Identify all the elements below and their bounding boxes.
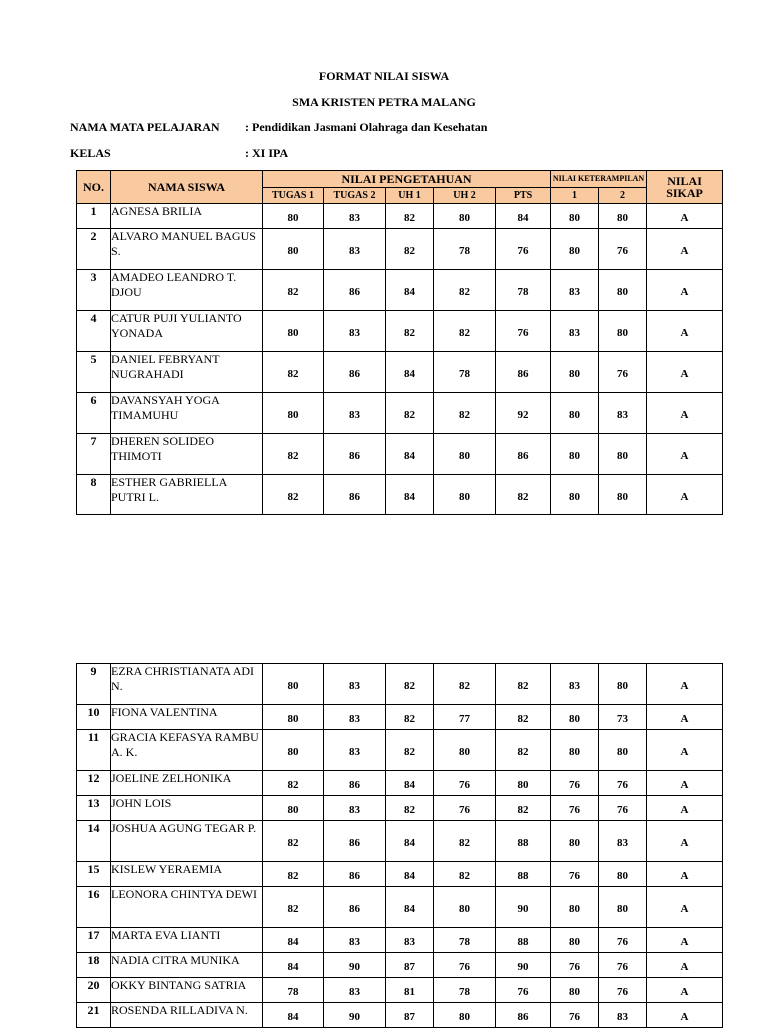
- row-number: 11: [77, 730, 111, 771]
- student-name: NADIA CITRA MUNIKA: [111, 953, 263, 978]
- table-row: [77, 434, 723, 475]
- uh-1-score: 84: [386, 771, 434, 796]
- uh-2-score: 82: [434, 821, 496, 862]
- pts-score: 76: [496, 978, 551, 1003]
- student-name: ALVARO MANUEL BAGUS S.: [111, 229, 263, 270]
- row-number: 4: [77, 311, 111, 352]
- uh-2-score: 82: [434, 862, 496, 887]
- tugas-2-score: 83: [324, 928, 386, 953]
- uh-2-score: 78: [434, 352, 496, 393]
- table-row: [77, 887, 723, 928]
- student-name: AMADEO LEANDRO T. DJOU: [111, 270, 263, 311]
- tugas-1-score: 78: [263, 978, 324, 1003]
- skill-1-score: 83: [551, 270, 599, 311]
- table-row: [77, 796, 723, 821]
- subject-label: NAMA MATA PELAJARAN: [70, 120, 220, 134]
- uh-1-score: 82: [386, 393, 434, 434]
- header-uh-2: UH 2: [434, 188, 496, 204]
- skill-2-score: 76: [599, 978, 647, 1003]
- pts-score: 90: [496, 887, 551, 928]
- skill-2-score: 76: [599, 953, 647, 978]
- attitude-score: A: [647, 1003, 723, 1028]
- skill-1-score: 80: [551, 475, 599, 515]
- subject-value: : Pendidikan Jasmani Olahraga dan Kesehatan: [245, 120, 488, 134]
- student-name: AGNESA BRILIA: [111, 204, 263, 229]
- header-no: NO.: [77, 171, 111, 204]
- pts-score: 82: [496, 475, 551, 515]
- attitude-score: A: [647, 862, 723, 887]
- row-number: 14: [77, 821, 111, 862]
- skill-2-score: 76: [599, 796, 647, 821]
- tugas-1-score: 82: [263, 475, 324, 515]
- row-number: 16: [77, 887, 111, 928]
- student-name: DAVANSYAH YOGA TIMAMUHU: [111, 393, 263, 434]
- header-tugas-1: TUGAS 1: [263, 188, 324, 204]
- row-number: 12: [77, 771, 111, 796]
- row-number: 5: [77, 352, 111, 393]
- row-number: 18: [77, 953, 111, 978]
- header-skill-1: 1: [551, 188, 599, 204]
- student-name: ESTHER GABRIELLA PUTRI L.: [111, 475, 263, 515]
- table-row: [77, 475, 723, 515]
- pts-score: 76: [496, 229, 551, 270]
- attitude-score: A: [647, 204, 723, 229]
- skill-2-score: 76: [599, 229, 647, 270]
- pts-score: 86: [496, 1003, 551, 1028]
- uh-2-score: 78: [434, 978, 496, 1003]
- tugas-2-score: 83: [324, 204, 386, 229]
- student-name: JOHN LOIS: [111, 796, 263, 821]
- skill-2-score: 80: [599, 270, 647, 311]
- tugas-1-score: 80: [263, 705, 324, 730]
- attitude-score: A: [647, 978, 723, 1003]
- student-name: MARTA EVA LIANTI: [111, 928, 263, 953]
- skill-1-score: 80: [551, 434, 599, 475]
- attitude-score: A: [647, 664, 723, 705]
- skill-1-score: 80: [551, 352, 599, 393]
- student-name: GRACIA KEFASYA RAMBU A. K.: [111, 730, 263, 771]
- tugas-2-score: 86: [324, 270, 386, 311]
- tugas-1-score: 82: [263, 352, 324, 393]
- skill-2-score: 80: [599, 311, 647, 352]
- tugas-1-score: 80: [263, 311, 324, 352]
- row-number: 10: [77, 705, 111, 730]
- uh-1-score: 87: [386, 953, 434, 978]
- attitude-score: A: [647, 821, 723, 862]
- tugas-1-score: 82: [263, 771, 324, 796]
- pts-score: 90: [496, 953, 551, 978]
- table-row: [77, 705, 723, 730]
- skill-2-score: 83: [599, 821, 647, 862]
- attitude-score: A: [647, 270, 723, 311]
- attitude-score: A: [647, 928, 723, 953]
- tugas-2-score: 83: [324, 664, 386, 705]
- tugas-1-score: 82: [263, 887, 324, 928]
- skill-2-score: 80: [599, 204, 647, 229]
- skill-1-score: 76: [551, 771, 599, 796]
- skill-1-score: 80: [551, 393, 599, 434]
- tugas-2-score: 86: [324, 352, 386, 393]
- uh-1-score: 82: [386, 730, 434, 771]
- tugas-2-score: 83: [324, 229, 386, 270]
- uh-2-score: 76: [434, 771, 496, 796]
- uh-2-score: 80: [434, 204, 496, 229]
- uh-1-score: 82: [386, 796, 434, 821]
- tugas-2-score: 86: [324, 887, 386, 928]
- student-name: JOSHUA AGUNG TEGAR P.: [111, 821, 263, 862]
- tugas-1-score: 84: [263, 1003, 324, 1028]
- tugas-2-score: 90: [324, 1003, 386, 1028]
- header-student-name: NAMA SISWA: [111, 171, 263, 204]
- uh-1-score: 87: [386, 1003, 434, 1028]
- uh-1-score: 84: [386, 821, 434, 862]
- attitude-score: A: [647, 229, 723, 270]
- attitude-score: A: [647, 393, 723, 434]
- attitude-score: A: [647, 796, 723, 821]
- attitude-score: A: [647, 352, 723, 393]
- skill-2-score: 73: [599, 705, 647, 730]
- uh-1-score: 82: [386, 204, 434, 229]
- table-row: [77, 821, 723, 862]
- tugas-1-score: 82: [263, 862, 324, 887]
- uh-2-score: 78: [434, 229, 496, 270]
- uh-1-score: 84: [386, 862, 434, 887]
- tugas-1-score: 82: [263, 434, 324, 475]
- skill-2-score: 80: [599, 862, 647, 887]
- table-row: [77, 928, 723, 953]
- uh-1-score: 82: [386, 311, 434, 352]
- row-number: 8: [77, 475, 111, 515]
- tugas-1-score: 84: [263, 953, 324, 978]
- skill-2-score: 80: [599, 434, 647, 475]
- skill-1-score: 80: [551, 928, 599, 953]
- row-number: 6: [77, 393, 111, 434]
- tugas-2-score: 86: [324, 771, 386, 796]
- table-row: [77, 229, 723, 270]
- uh-2-score: 76: [434, 796, 496, 821]
- uh-2-score: 77: [434, 705, 496, 730]
- tugas-2-score: 86: [324, 434, 386, 475]
- student-name: JOELINE ZELHONIKA: [111, 771, 263, 796]
- pts-score: 82: [496, 705, 551, 730]
- pts-score: 88: [496, 928, 551, 953]
- uh-2-score: 80: [434, 475, 496, 515]
- attitude-score: A: [647, 887, 723, 928]
- grades-table-part-1: [76, 170, 723, 515]
- skill-1-score: 80: [551, 887, 599, 928]
- table-row: [77, 311, 723, 352]
- attitude-score: A: [647, 311, 723, 352]
- tugas-2-score: 86: [324, 475, 386, 515]
- pts-score: 84: [496, 204, 551, 229]
- pts-score: 86: [496, 352, 551, 393]
- row-number: 17: [77, 928, 111, 953]
- pts-score: 88: [496, 862, 551, 887]
- skill-2-score: 76: [599, 352, 647, 393]
- table-row: [77, 862, 723, 887]
- attitude-score: A: [647, 434, 723, 475]
- skill-1-score: 76: [551, 953, 599, 978]
- school-name: SMA KRISTEN PETRA MALANG: [292, 95, 476, 109]
- skill-1-score: 76: [551, 796, 599, 821]
- tugas-2-score: 86: [324, 862, 386, 887]
- skill-2-score: 83: [599, 393, 647, 434]
- table-row: [77, 978, 723, 1003]
- tugas-2-score: 83: [324, 978, 386, 1003]
- row-number: 21: [77, 1003, 111, 1028]
- row-number: 15: [77, 862, 111, 887]
- student-name: EZRA CHRISTIANATA ADI N.: [111, 664, 263, 705]
- uh-2-score: 80: [434, 887, 496, 928]
- skill-1-score: 80: [551, 705, 599, 730]
- header-knowledge-scores: NILAI PENGETAHUAN: [263, 171, 551, 188]
- tugas-2-score: 86: [324, 821, 386, 862]
- skill-2-score: 80: [599, 664, 647, 705]
- student-name: LEONORA CHINTYA DEWI: [111, 887, 263, 928]
- uh-2-score: 82: [434, 393, 496, 434]
- skill-1-score: 80: [551, 229, 599, 270]
- table-row: [77, 664, 723, 705]
- attitude-score: A: [647, 475, 723, 515]
- pts-score: 82: [496, 796, 551, 821]
- table-row: [77, 352, 723, 393]
- pts-score: 78: [496, 270, 551, 311]
- tugas-2-score: 90: [324, 953, 386, 978]
- tugas-1-score: 80: [263, 204, 324, 229]
- header-uh-1: UH 1: [386, 188, 434, 204]
- row-number: 3: [77, 270, 111, 311]
- uh-2-score: 82: [434, 664, 496, 705]
- skill-2-score: 76: [599, 928, 647, 953]
- tugas-1-score: 82: [263, 821, 324, 862]
- attitude-score: A: [647, 705, 723, 730]
- uh-1-score: 82: [386, 705, 434, 730]
- uh-2-score: 76: [434, 953, 496, 978]
- attitude-score: A: [647, 730, 723, 771]
- skill-2-score: 80: [599, 475, 647, 515]
- table-row: [77, 204, 723, 229]
- pts-score: 82: [496, 730, 551, 771]
- tugas-2-score: 83: [324, 705, 386, 730]
- student-name: CATUR PUJI YULIANTO YONADA: [111, 311, 263, 352]
- row-number: 13: [77, 796, 111, 821]
- uh-1-score: 82: [386, 229, 434, 270]
- tugas-2-score: 83: [324, 796, 386, 821]
- tugas-1-score: 80: [263, 393, 324, 434]
- tugas-1-score: 82: [263, 270, 324, 311]
- skill-1-score: 80: [551, 978, 599, 1003]
- pts-score: 82: [496, 664, 551, 705]
- skill-1-score: 83: [551, 311, 599, 352]
- tugas-1-score: 80: [263, 229, 324, 270]
- tugas-1-score: 80: [263, 730, 324, 771]
- header-skill-scores: NILAI KETERAMPILAN: [551, 171, 647, 188]
- attitude-score: A: [647, 953, 723, 978]
- pts-score: 80: [496, 771, 551, 796]
- attitude-score: A: [647, 771, 723, 796]
- row-number: 7: [77, 434, 111, 475]
- table-row: [77, 953, 723, 978]
- class-value: : XI IPA: [245, 146, 289, 160]
- student-name: KISLEW YERAEMIA: [111, 862, 263, 887]
- uh-1-score: 81: [386, 978, 434, 1003]
- skill-2-score: 83: [599, 1003, 647, 1028]
- uh-1-score: 84: [386, 434, 434, 475]
- uh-2-score: 80: [434, 730, 496, 771]
- header-skill-2: 2: [599, 188, 647, 204]
- student-name: DANIEL FEBRYANT NUGRAHADI: [111, 352, 263, 393]
- row-number: 9: [77, 664, 111, 705]
- row-number: 2: [77, 229, 111, 270]
- skill-1-score: 83: [551, 664, 599, 705]
- skill-1-score: 80: [551, 204, 599, 229]
- uh-1-score: 84: [386, 475, 434, 515]
- document-title: FORMAT NILAI SISWA: [318, 69, 450, 83]
- uh-2-score: 80: [434, 1003, 496, 1028]
- pts-score: 76: [496, 311, 551, 352]
- uh-2-score: 82: [434, 270, 496, 311]
- pts-score: 92: [496, 393, 551, 434]
- uh-1-score: 82: [386, 664, 434, 705]
- student-name: DHEREN SOLIDEO THIMOTI: [111, 434, 263, 475]
- skill-2-score: 76: [599, 771, 647, 796]
- uh-1-score: 84: [386, 270, 434, 311]
- uh-2-score: 82: [434, 311, 496, 352]
- table-row: [77, 730, 723, 771]
- tugas-2-score: 83: [324, 730, 386, 771]
- uh-1-score: 84: [386, 887, 434, 928]
- student-name: OKKY BINTANG SATRIA: [111, 978, 263, 1003]
- skill-1-score: 76: [551, 862, 599, 887]
- skill-1-score: 80: [551, 821, 599, 862]
- student-name: ROSENDA RILLADIVA N.: [111, 1003, 263, 1028]
- pts-score: 88: [496, 821, 551, 862]
- table-row: [77, 393, 723, 434]
- skill-1-score: 80: [551, 730, 599, 771]
- pts-score: 86: [496, 434, 551, 475]
- student-name: FIONA VALENTINA: [111, 705, 263, 730]
- uh-2-score: 78: [434, 928, 496, 953]
- tugas-1-score: 84: [263, 928, 324, 953]
- skill-2-score: 80: [599, 730, 647, 771]
- uh-1-score: 84: [386, 352, 434, 393]
- skill-1-score: 76: [551, 1003, 599, 1028]
- tugas-1-score: 80: [263, 796, 324, 821]
- header-pts: PTS: [496, 188, 551, 204]
- uh-2-score: 80: [434, 434, 496, 475]
- uh-1-score: 83: [386, 928, 434, 953]
- row-number: 20: [77, 978, 111, 1003]
- header-attitude-score: NILAI SIKAP: [647, 171, 723, 204]
- table-row: [77, 771, 723, 796]
- table-row: [77, 270, 723, 311]
- skill-2-score: 80: [599, 887, 647, 928]
- header-tugas-2: TUGAS 2: [324, 188, 386, 204]
- tugas-2-score: 83: [324, 311, 386, 352]
- row-number: 1: [77, 204, 111, 229]
- tugas-1-score: 80: [263, 664, 324, 705]
- class-label: KELAS: [70, 146, 111, 160]
- grades-table-part-2: [76, 663, 723, 1028]
- tugas-2-score: 83: [324, 393, 386, 434]
